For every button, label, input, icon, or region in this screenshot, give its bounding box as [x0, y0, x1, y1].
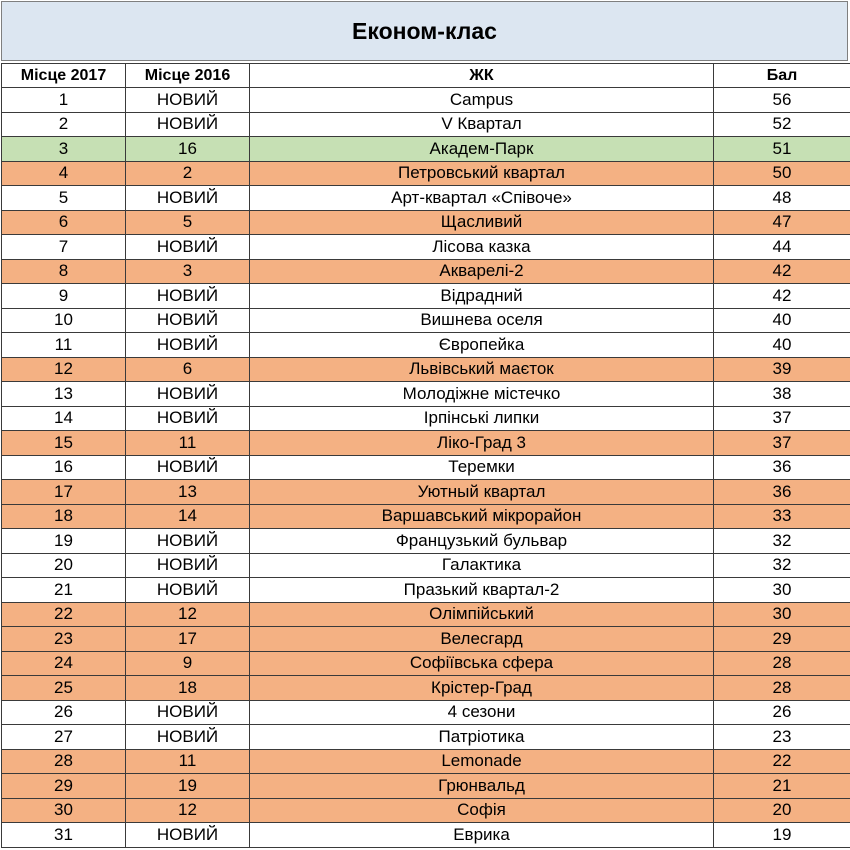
cell-complex-name: Акварелі-2 — [250, 259, 714, 284]
cell-score: 22 — [714, 749, 850, 774]
table-row — [2, 235, 850, 260]
cell-place-2016: НОВИЙ — [126, 308, 250, 333]
cell-score: 39 — [714, 357, 850, 382]
cell-complex-name: Крістер-Град — [250, 676, 714, 701]
header-place-2016: Місце 2016 — [126, 64, 250, 88]
cell-place-2017: 17 — [2, 480, 126, 505]
cell-place-2017: 22 — [2, 602, 126, 627]
cell-place-2017: 31 — [2, 823, 126, 848]
cell-place-2016: НОВИЙ — [126, 406, 250, 431]
table-row — [2, 88, 850, 113]
cell-score: 29 — [714, 627, 850, 652]
header-complex: ЖК — [250, 64, 714, 88]
cell-score: 19 — [714, 823, 850, 848]
cell-complex-name: Празький квартал-2 — [250, 578, 714, 603]
cell-place-2017: 23 — [2, 627, 126, 652]
table-row — [2, 553, 850, 578]
cell-place-2016: 17 — [126, 627, 250, 652]
cell-place-2016: НОВИЙ — [126, 112, 250, 137]
cell-place-2016: 19 — [126, 774, 250, 799]
cell-score: 37 — [714, 406, 850, 431]
cell-complex-name: Галактика — [250, 553, 714, 578]
cell-complex-name: Львівський маєток — [250, 357, 714, 382]
cell-place-2017: 6 — [2, 210, 126, 235]
cell-complex-name: Уютный квартал — [250, 480, 714, 505]
header-score: Бал — [714, 64, 850, 88]
cell-place-2016: НОВИЙ — [126, 578, 250, 603]
table-row — [2, 186, 850, 211]
cell-complex-name: Еврика — [250, 823, 714, 848]
table-row — [2, 357, 850, 382]
cell-complex-name: Варшавський мікрорайон — [250, 504, 714, 529]
cell-score: 37 — [714, 431, 850, 456]
cell-score: 30 — [714, 578, 850, 603]
cell-complex-name: V Квартал — [250, 112, 714, 137]
cell-place-2016: НОВИЙ — [126, 700, 250, 725]
cell-complex-name: Молодіжне містечко — [250, 382, 714, 407]
ranking-table — [1, 63, 850, 848]
cell-score: 51 — [714, 137, 850, 162]
cell-score: 48 — [714, 186, 850, 211]
table-row — [2, 823, 850, 848]
table-row — [2, 480, 850, 505]
cell-score: 50 — [714, 161, 850, 186]
table-row — [2, 774, 850, 799]
cell-complex-name: Софіївська сфера — [250, 651, 714, 676]
table-row — [2, 651, 850, 676]
header-row — [2, 64, 850, 88]
cell-place-2016: 12 — [126, 602, 250, 627]
cell-place-2017: 20 — [2, 553, 126, 578]
table-row — [2, 382, 850, 407]
cell-place-2016: НОВИЙ — [126, 725, 250, 750]
cell-place-2017: 21 — [2, 578, 126, 603]
table-body — [2, 88, 850, 848]
cell-complex-name: 4 сезони — [250, 700, 714, 725]
table-row — [2, 406, 850, 431]
cell-place-2016: 2 — [126, 161, 250, 186]
cell-complex-name: Lemonade — [250, 749, 714, 774]
cell-place-2017: 15 — [2, 431, 126, 456]
cell-complex-name: Грюнвальд — [250, 774, 714, 799]
table-row — [2, 676, 850, 701]
cell-place-2017: 28 — [2, 749, 126, 774]
cell-complex-name: Відрадний — [250, 284, 714, 309]
cell-complex-name: Петровський квартал — [250, 161, 714, 186]
cell-place-2017: 2 — [2, 112, 126, 137]
cell-place-2016: 14 — [126, 504, 250, 529]
cell-place-2017: 27 — [2, 725, 126, 750]
cell-score: 28 — [714, 676, 850, 701]
cell-place-2016: 12 — [126, 798, 250, 823]
table-row — [2, 308, 850, 333]
cell-place-2016: НОВИЙ — [126, 333, 250, 358]
table-row — [2, 602, 850, 627]
table-row — [2, 504, 850, 529]
cell-score: 36 — [714, 480, 850, 505]
cell-place-2017: 19 — [2, 529, 126, 554]
cell-place-2017: 11 — [2, 333, 126, 358]
cell-place-2017: 14 — [2, 406, 126, 431]
table-row — [2, 431, 850, 456]
cell-score: 20 — [714, 798, 850, 823]
cell-complex-name: Теремки — [250, 455, 714, 480]
cell-complex-name: Європейка — [250, 333, 714, 358]
table-row — [2, 749, 850, 774]
cell-place-2016: НОВИЙ — [126, 382, 250, 407]
table-row — [2, 578, 850, 603]
cell-complex-name: Патріотика — [250, 725, 714, 750]
table-row — [2, 137, 850, 162]
table-row — [2, 529, 850, 554]
cell-place-2017: 5 — [2, 186, 126, 211]
cell-score: 47 — [714, 210, 850, 235]
cell-score: 38 — [714, 382, 850, 407]
cell-place-2017: 12 — [2, 357, 126, 382]
cell-place-2016: НОВИЙ — [126, 823, 250, 848]
cell-place-2017: 9 — [2, 284, 126, 309]
cell-complex-name: Софія — [250, 798, 714, 823]
cell-score: 40 — [714, 308, 850, 333]
cell-place-2017: 4 — [2, 161, 126, 186]
cell-place-2017: 13 — [2, 382, 126, 407]
cell-score: 21 — [714, 774, 850, 799]
cell-score: 42 — [714, 259, 850, 284]
cell-place-2017: 26 — [2, 700, 126, 725]
cell-complex-name: Арт-квартал «Співоче» — [250, 186, 714, 211]
cell-place-2016: 9 — [126, 651, 250, 676]
cell-place-2017: 3 — [2, 137, 126, 162]
cell-score: 56 — [714, 88, 850, 113]
cell-place-2016: НОВИЙ — [126, 455, 250, 480]
cell-place-2016: 16 — [126, 137, 250, 162]
table-row — [2, 798, 850, 823]
cell-complex-name: Академ-Парк — [250, 137, 714, 162]
table-row — [2, 627, 850, 652]
header-place-2017: Місце 2017 — [2, 64, 126, 88]
table-row — [2, 210, 850, 235]
cell-place-2016: 18 — [126, 676, 250, 701]
cell-place-2017: 29 — [2, 774, 126, 799]
table-row — [2, 284, 850, 309]
cell-place-2016: НОВИЙ — [126, 553, 250, 578]
cell-score: 52 — [714, 112, 850, 137]
cell-place-2017: 7 — [2, 235, 126, 260]
cell-score: 36 — [714, 455, 850, 480]
cell-place-2017: 8 — [2, 259, 126, 284]
cell-complex-name: Щасливий — [250, 210, 714, 235]
table-row — [2, 333, 850, 358]
cell-place-2016: НОВИЙ — [126, 529, 250, 554]
cell-place-2016: 3 — [126, 259, 250, 284]
table-title: Економ-клас — [1, 1, 848, 61]
table-row — [2, 112, 850, 137]
table-row — [2, 725, 850, 750]
cell-place-2016: НОВИЙ — [126, 88, 250, 113]
cell-score: 32 — [714, 529, 850, 554]
table-row — [2, 700, 850, 725]
cell-complex-name: Французький бульвар — [250, 529, 714, 554]
cell-place-2017: 30 — [2, 798, 126, 823]
table-row — [2, 259, 850, 284]
cell-score: 32 — [714, 553, 850, 578]
cell-complex-name: Ірпінські липки — [250, 406, 714, 431]
cell-complex-name: Олімпійський — [250, 602, 714, 627]
cell-score: 23 — [714, 725, 850, 750]
cell-place-2016: 5 — [126, 210, 250, 235]
cell-place-2016: 13 — [126, 480, 250, 505]
cell-complex-name: Ліко-Град 3 — [250, 431, 714, 456]
cell-place-2017: 10 — [2, 308, 126, 333]
cell-complex-name: Велесгард — [250, 627, 714, 652]
cell-place-2016: 11 — [126, 431, 250, 456]
cell-place-2016: НОВИЙ — [126, 235, 250, 260]
cell-place-2017: 25 — [2, 676, 126, 701]
cell-score: 30 — [714, 602, 850, 627]
cell-score: 40 — [714, 333, 850, 358]
cell-score: 42 — [714, 284, 850, 309]
cell-place-2017: 24 — [2, 651, 126, 676]
cell-score: 28 — [714, 651, 850, 676]
cell-place-2016: НОВИЙ — [126, 186, 250, 211]
cell-score: 33 — [714, 504, 850, 529]
cell-complex-name: Вишнева оселя — [250, 308, 714, 333]
table-row — [2, 455, 850, 480]
cell-place-2017: 18 — [2, 504, 126, 529]
cell-place-2016: 11 — [126, 749, 250, 774]
cell-place-2017: 1 — [2, 88, 126, 113]
cell-score: 44 — [714, 235, 850, 260]
cell-complex-name: Campus — [250, 88, 714, 113]
cell-complex-name: Лісова казка — [250, 235, 714, 260]
cell-place-2016: НОВИЙ — [126, 284, 250, 309]
cell-place-2017: 16 — [2, 455, 126, 480]
cell-score: 26 — [714, 700, 850, 725]
cell-place-2016: 6 — [126, 357, 250, 382]
table-row — [2, 161, 850, 186]
